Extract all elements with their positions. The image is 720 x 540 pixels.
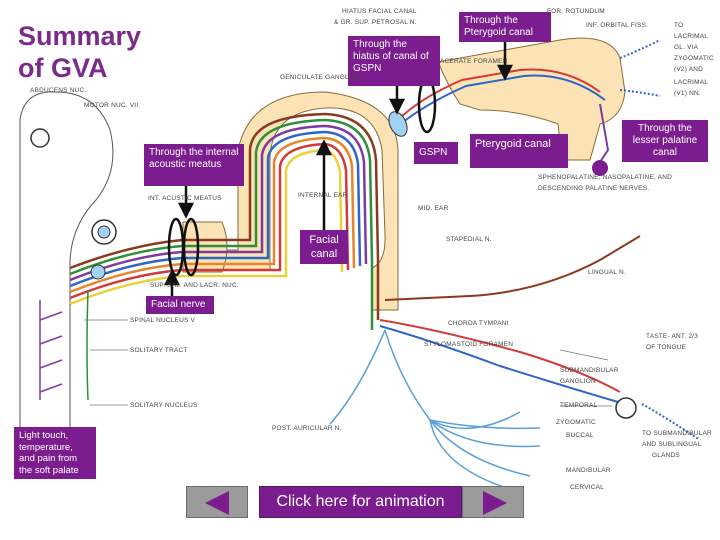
label-lacerate: ACERATE FORAMEN (440, 58, 508, 65)
label-v2-and: (V2) AND (674, 66, 704, 73)
label-mid-ear: MID. EAR (418, 205, 449, 212)
label-motor-nuc: MOTOR NUC. VII (84, 102, 139, 109)
submandibular-ganglion (616, 398, 636, 418)
label-gr-sup-petrosal: & GR. SUP. PETROSAL N. (334, 19, 417, 26)
label-gl-via: GL. VIA (674, 44, 699, 51)
label-zygomatic-top: ZYGOMATIC (674, 55, 714, 62)
label-lacrimal-gl: LACRIMAL (674, 33, 709, 40)
label-spinal-nucleus: SPINAL NUCLEUS V (130, 317, 196, 324)
zygomatic-dashed (620, 90, 660, 96)
label-abducens: ABDUCENS NUC. (30, 87, 87, 94)
label-stapedial: STAPEDIAL N. (446, 236, 492, 243)
abducens-nucleus (31, 129, 49, 147)
salivatory-nucleus (91, 265, 105, 279)
label-internal-ear: INTERNAL EAR (298, 192, 348, 199)
label-for-rotundum: FOR. ROTUNDUM (547, 8, 605, 15)
label-to: TO (674, 22, 684, 29)
label-submandibular: SUBMANDIBULAR (560, 367, 619, 374)
label-inf-orbital: INF. ORBITAL FISS. (586, 22, 649, 29)
lingual-nerve (385, 236, 640, 300)
label-sup-sal: SUP. SAL. AND LACR. NUC. (150, 282, 239, 289)
callout-hiatus: Through the hiatus of canal of GSPN (348, 36, 440, 86)
label-hiatus-facial: HIATUS FACIAL CANAL (342, 8, 417, 15)
label-leaders (84, 320, 612, 406)
label-chorda: CHORDA TYMPANI (448, 320, 509, 327)
callout-facial-canal: Facial canal (300, 230, 348, 264)
callout-facial-nerve: Facial nerve (146, 296, 214, 314)
next-slide-button[interactable] (462, 486, 524, 518)
label-v1-nn: (V1) NN. (674, 90, 701, 97)
chorda-blue (380, 326, 618, 402)
triangle-right-icon (483, 491, 507, 515)
facial-branches (330, 330, 540, 492)
callout-gspn: GSPN (414, 142, 458, 164)
label-temporal: TEMPORAL (560, 402, 598, 409)
callout-pterygoid-canal: Pterygoid canal (470, 134, 568, 168)
label-int-acustic: INT. ACUSTIC MEATUS (148, 195, 222, 202)
label-mandibular: MANDIBULAR (566, 467, 611, 474)
facial-canal-bone (200, 92, 398, 310)
label-lingual: LINGUAL N. (588, 269, 626, 276)
label-to-submandibular: TO SUBMANDIBULAR (642, 430, 712, 437)
callout-pterygoid-canal-top: Through the Pterygoid canal (459, 12, 551, 42)
label-stylomastoid: STYLOMASTOID FORAMEN (424, 341, 514, 348)
page-title: Summary of GVA (18, 21, 142, 83)
motor-nucleus-core (98, 226, 110, 238)
label-and-sublingual: AND SUBLINGUAL (642, 441, 702, 448)
animation-button[interactable]: Click here for animation (259, 486, 462, 518)
callout-lesser-palatine: Through the lesser palatine canal (622, 120, 708, 162)
label-sphenopalatine: SPHENOPALATINE, NASOPALATINE, AND (538, 174, 672, 181)
solitary-tract (87, 290, 88, 400)
label-cervical: CERVICAL (570, 484, 604, 491)
label-solitary-nucleus: SOLITARY NUCLEUS (130, 402, 198, 409)
label-glands: GLANDS (652, 452, 680, 459)
triangle-left-icon (205, 491, 229, 515)
callout-soft-palate: Light touch, temperature, and pain from the soft palate (14, 427, 96, 479)
label-ganglion: GANGLION (560, 378, 596, 385)
label-solitary-tract: SOLITARY TRACT (130, 347, 188, 354)
label-buccal: BUCCAL (566, 432, 594, 439)
label-of-tongue: OF TONGUE (646, 344, 687, 351)
label-taste: TASTE- ANT. 2/3 (646, 333, 699, 340)
label-geniculate: GENICULATE GANGLION (280, 74, 361, 81)
previous-slide-button[interactable] (186, 486, 248, 518)
callout-internal-acoustic: Through the internal acoustic meatus (144, 144, 244, 186)
lacrimal-dashed (620, 40, 660, 58)
label-post-auricular: POST. AURICULAR N. (272, 425, 342, 432)
label-zygomatic: ZYGOMATIC (556, 419, 596, 426)
label-lacrimal2: LACRIMAL (674, 79, 709, 86)
label-descending-palatine: DESCENDING PALATINE NERVES. (538, 185, 650, 192)
